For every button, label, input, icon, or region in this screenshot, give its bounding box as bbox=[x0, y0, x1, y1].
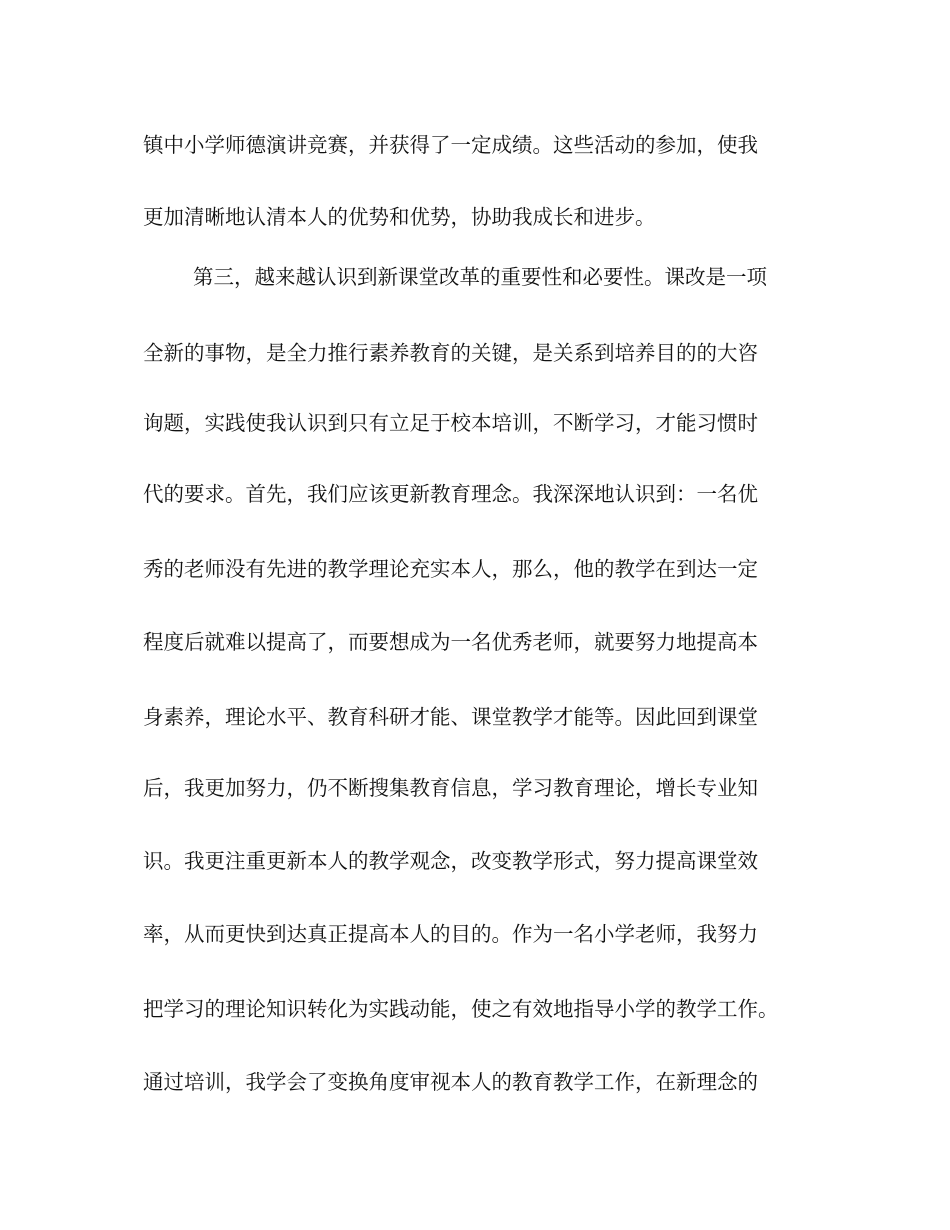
text-line: 通过培训，我学会了变换角度审视本人的教育教学工作，在新理念的 bbox=[143, 1070, 758, 1094]
text-line: 代的要求。首先，我们应该更新教育理念。我深深地认识到：一名优 bbox=[143, 482, 758, 506]
text-line: 后，我更加努力，仍不断搜集教育信息，学习教育理论，增长专业知 bbox=[143, 776, 758, 800]
text-line: 识。我更注重更新本人的教学观念，改变教学形式，努力提高课堂效 bbox=[143, 849, 758, 873]
text-line: 秀的老师没有先进的教学理论充实本人，那么，他的教学在到达一定 bbox=[143, 557, 758, 581]
text-line: 身素养，理论水平、教育科研才能、课堂教学才能等。因此回到课堂 bbox=[143, 705, 758, 729]
text-line: 询题，实践使我认识到只有立足于校本培训，不断学习，才能习惯时 bbox=[143, 411, 758, 435]
paragraph-start-line: 第三，越来越认识到新课堂改革的重要性和必要性。课改是一项 bbox=[193, 265, 767, 289]
text-line: 率，从而更快到达真正提高本人的目的。作为一名小学老师，我努力 bbox=[143, 922, 758, 946]
text-line: 镇中小学师德演讲竞赛，并获得了一定成绩。这些活动的参加，使我 bbox=[143, 133, 758, 157]
text-line: 全新的事物，是全力推行素养教育的关键，是关系到培养目的的大咨 bbox=[143, 341, 758, 365]
text-line: 程度后就难以提高了，而要想成为一名优秀老师，就要努力地提高本 bbox=[143, 630, 758, 654]
text-line: 把学习的理论知识转化为实践动能，使之有效地指导小学的教学工作。 bbox=[143, 997, 779, 1021]
text-line: 更加清晰地认清本人的优势和优势，协助我成长和进步。 bbox=[143, 205, 656, 229]
